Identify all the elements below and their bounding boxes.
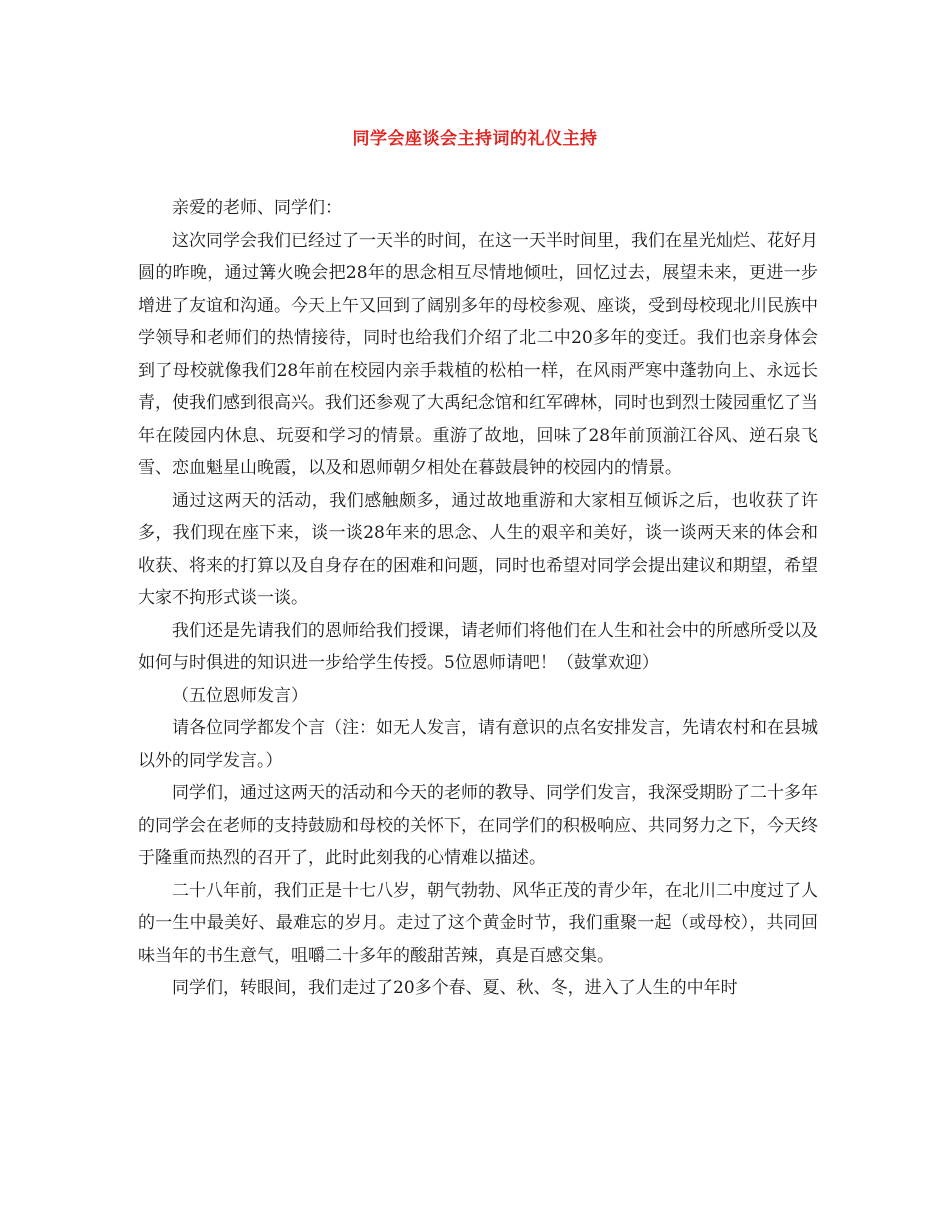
document-body [138,192,818,1005]
paragraph: 这次同学会我们已经过了一天半的时间，在这一天半时间里，我们在星光灿烂、花好月圆的昨晚，通过篝火晚会把28年的思念相互尽情地倾吐，回忆过去，展望未来，更进一步增进了友谊和沟通。今天上午又回到了阔别多年的母校参观、座谈，受到母校现北川民族中学领导和老师们的热情接待，同时也给我们介绍了北二中20多年的变迁。我们也亲身体会到了母校就像我们28年前在校园内亲手栽植的松柏一样，在风雨严寒中蓬勃向上、永远长青，使我们感到很高兴。我们还参观了大禹纪念馆和红军碑林，同时也到烈士陵园重忆了当年在陵园内休息、玩耍和学习的情景。重游了故地，回味了28年前顶湔江谷风、逆石泉飞雪、恋血魁星山晚霞，以及和恩师朝夕相处在暮鼓晨钟的校园内的情景。 [138,230,818,478]
paragraph: 我们还是先请我们的恩师给我们授课，请老师们将他们在人生和社会中的所感所受以及如何与时俱进的知识进一步给学生传授。5位恩师请吧！（鼓掌欢迎） [138,620,818,673]
paragraph-greeting: 亲爱的老师、同学们： [172,198,342,218]
paragraph: 通过这两天的活动，我们感触颇多，通过故地重游和大家相互倾诉之后，也收获了许多，我们现在座下来，谈一谈28年来的思念、人生的艰辛和美好，谈一谈两天来的体会和收获、将来的打算以及自身存在的困难和问题，同时也希望对同学会提出建议和期望，希望大家不拘形式谈一谈。 [138,490,818,608]
paragraph-stage-note: （五位恩师发言） [172,685,308,706]
paragraph: 二十八年前，我们正是十七八岁，朝气勃勃、风华正茂的青少年，在北川二中度过了人的一生中最美好、最难忘的岁月。走过了这个黄金时节，我们重聚一起（或母校），共同回味当年的书生意气，咀嚼二十多年的酸甜苦辣，真是百感交集。 [138,880,818,966]
paragraph: 同学们，转眼间，我们走过了20多个春、夏、秋、冬，进入了人生的中年时 [172,978,738,998]
paragraph: 请各位同学都发个言（注：如无人发言，请有意识的点名安排发言，先请农村和在县城以外的同学发言。） [138,718,818,771]
paragraph: 同学们，通过这两天的活动和今天的老师的教导、同学们发言，我深受期盼了二十多年的同学会在老师的支持鼓励和母校的关怀下，在同学们的积极响应、共同努力之下，今天终于隆重而热烈的召开了，此时此刻我的心情难以描述。 [138,783,818,868]
document-title: 同学会座谈会主持词的礼仪主持 [352,129,598,149]
